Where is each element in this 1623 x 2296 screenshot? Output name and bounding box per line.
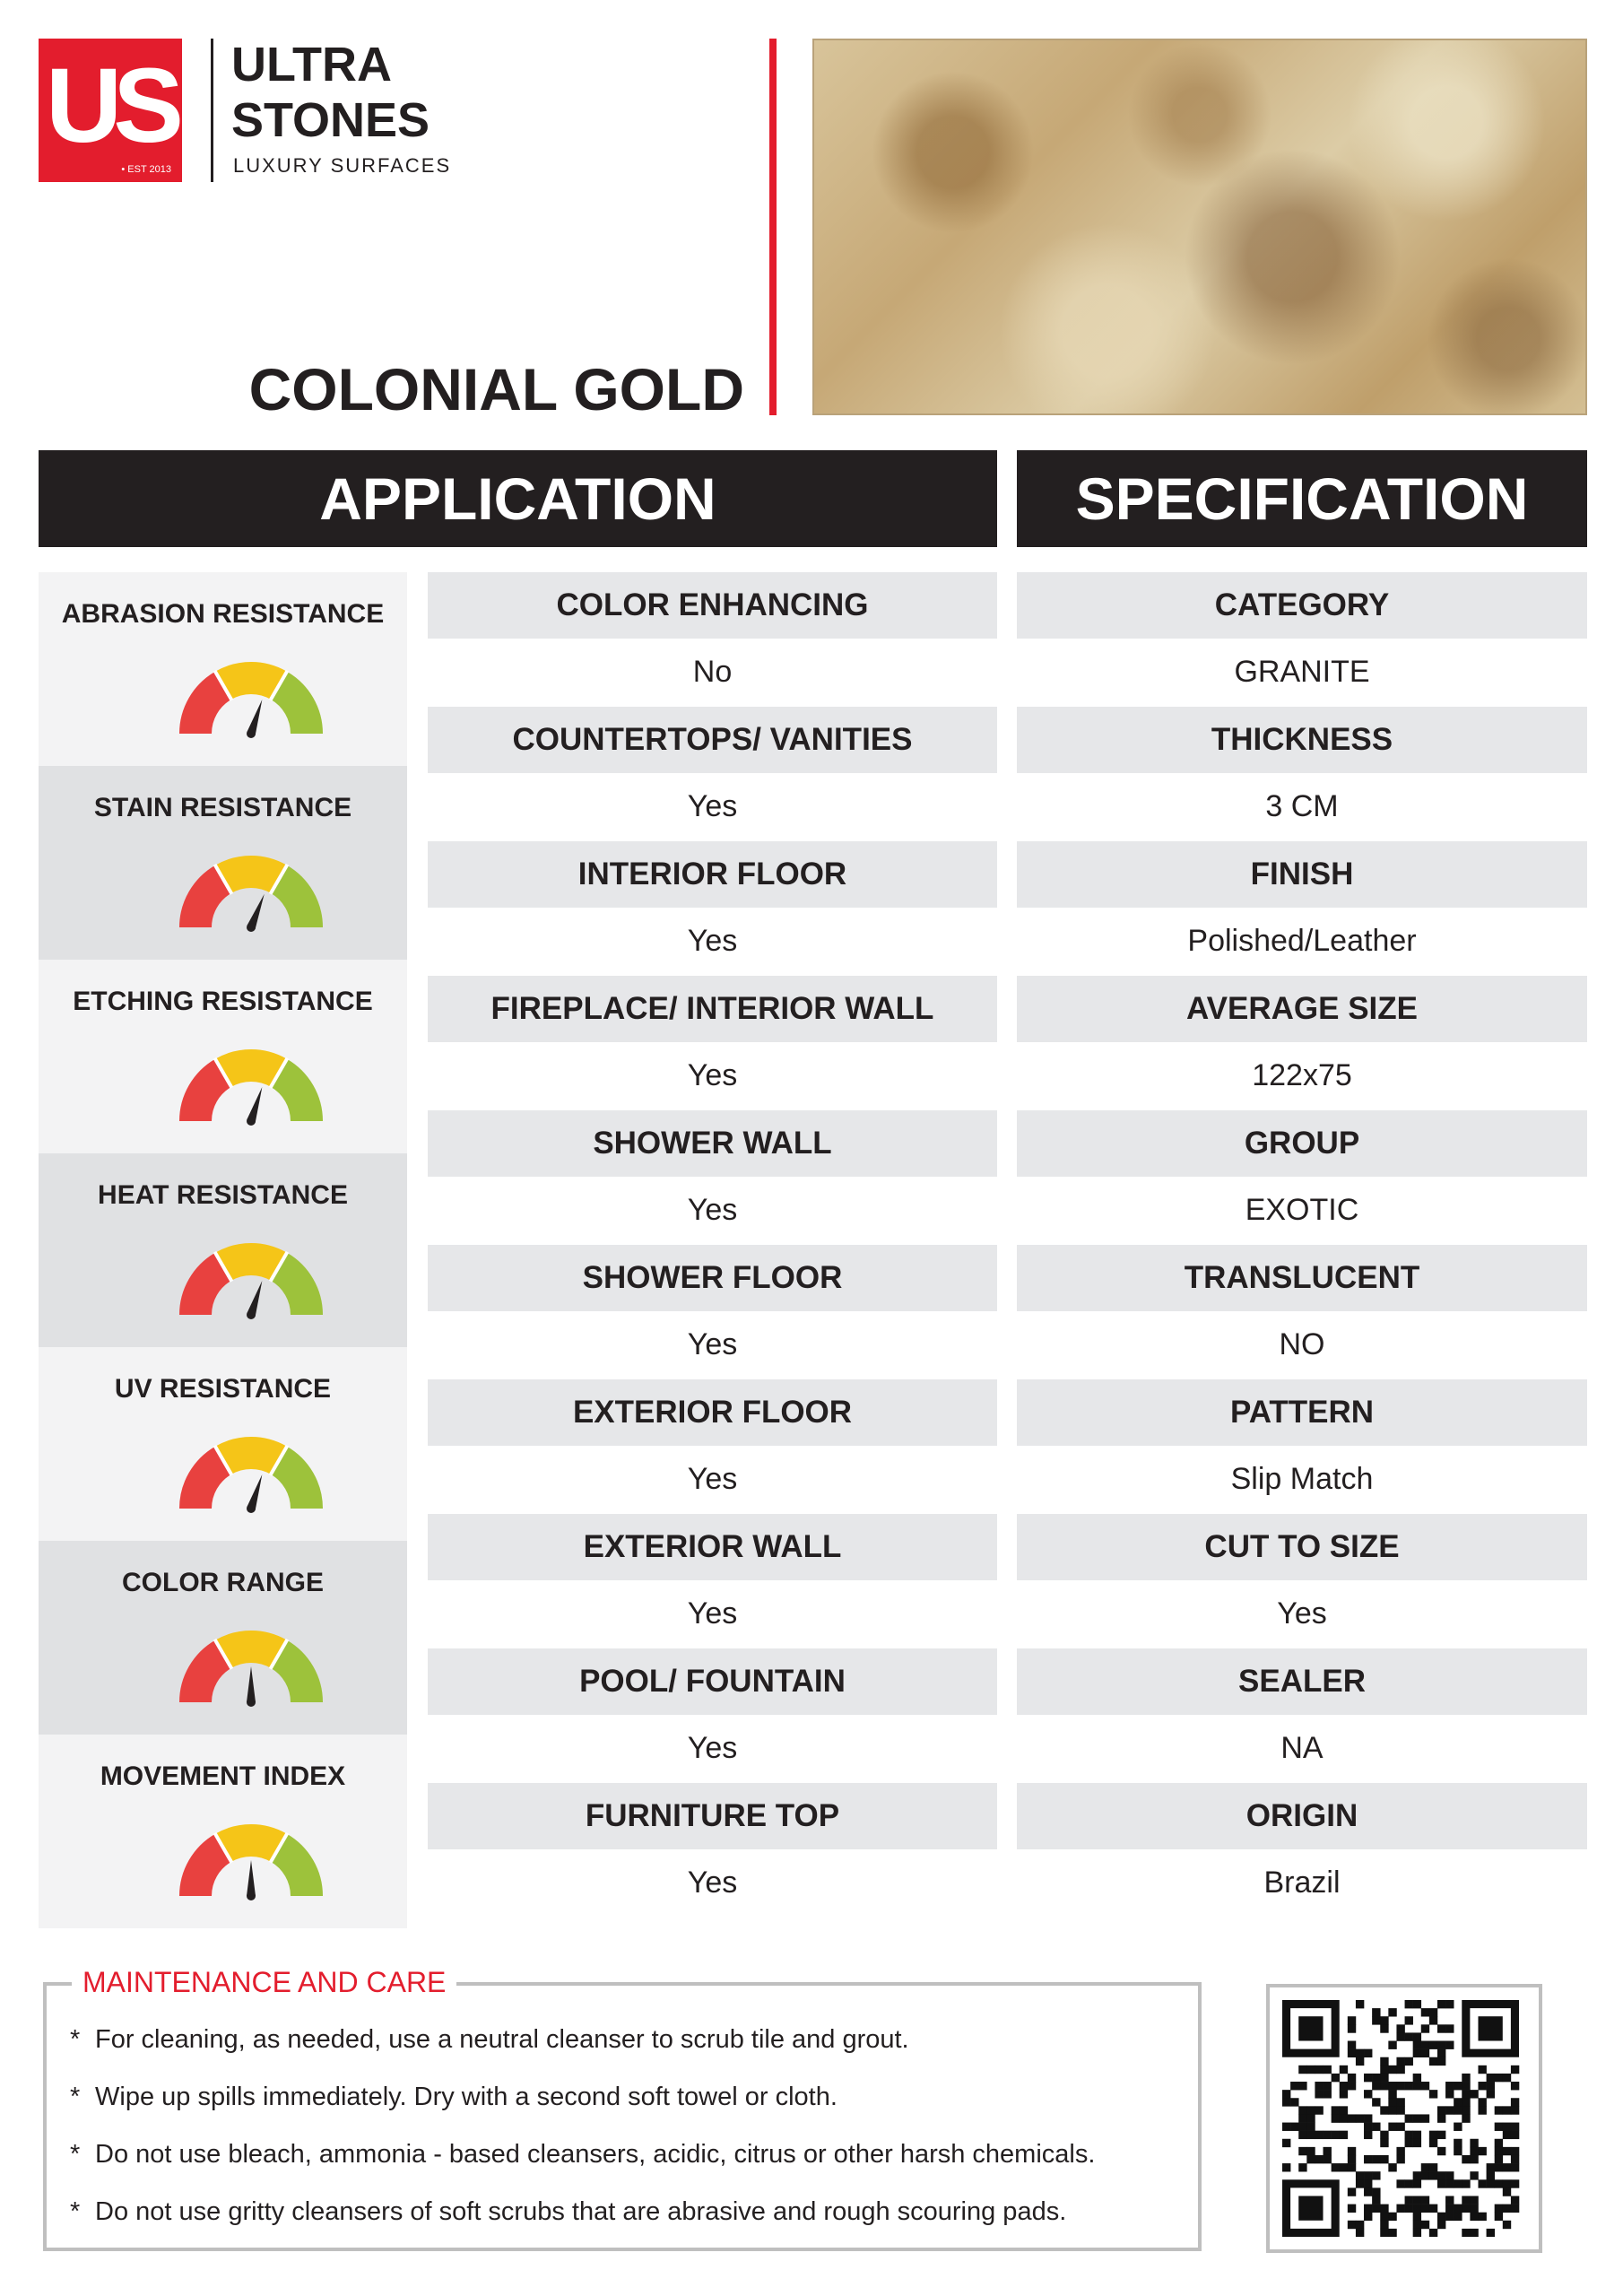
gauge-hub xyxy=(247,729,256,738)
spec-item-label: CUT TO SIZE xyxy=(1017,1514,1587,1580)
application-item-value: Yes xyxy=(428,1849,997,1916)
gauge-movement-index xyxy=(39,1735,407,1928)
application-item-label: FIREPLACE/ INTERIOR WALL xyxy=(428,976,997,1042)
gauge-green-segment xyxy=(279,1460,307,1509)
logo-divider xyxy=(211,39,213,182)
logo-text: US xyxy=(46,47,175,165)
gauge-red-segment xyxy=(195,1848,223,1896)
gauge-hub xyxy=(247,1310,256,1319)
spec-item-label: PATTERN xyxy=(1017,1379,1587,1446)
application-item-label: EXTERIOR FLOOR xyxy=(428,1379,997,1446)
gauge-label: COLOR RANGE xyxy=(122,1568,324,1597)
gauge-green-segment xyxy=(279,879,307,927)
product-name: COLONIAL GOLD xyxy=(248,356,744,422)
specification-header: SPECIFICATION xyxy=(1017,450,1587,547)
application-item-label: COLOR ENHANCING xyxy=(428,572,997,639)
maintenance-item xyxy=(70,2136,1095,2172)
qr-code-image xyxy=(1282,2000,1526,2237)
spec-item-value: NO xyxy=(1017,1311,1587,1378)
application-item-value: Yes xyxy=(428,1446,997,1512)
gauge-yellow-segment xyxy=(223,1453,279,1460)
logo-est: • EST 2013 xyxy=(121,164,171,175)
gauge-green-segment xyxy=(279,1073,307,1121)
spec-item-value: 122x75 xyxy=(1017,1042,1587,1109)
gauge-yellow-segment xyxy=(223,1259,279,1266)
gauge-meter-icon xyxy=(178,660,325,743)
gauge-abrasion-resistance xyxy=(39,572,407,766)
spec-item-label: THICKNESS xyxy=(1017,707,1587,773)
gauge-yellow-segment xyxy=(223,678,279,685)
maintenance-item xyxy=(70,2022,909,2057)
bullet-icon: * xyxy=(70,2025,81,2054)
spec-item-value: EXOTIC xyxy=(1017,1177,1587,1243)
maintenance-item-text: Do not use gritty cleansers of soft scrubs that are abrasive and rough scouring pads. xyxy=(95,2197,1067,2226)
maintenance-item xyxy=(70,2079,838,2115)
gauge-label: MOVEMENT INDEX xyxy=(100,1761,346,1791)
spec-item-label: SEALER xyxy=(1017,1648,1587,1715)
gauge-label: UV RESISTANCE xyxy=(114,1374,332,1404)
spec-item-value: GRANITE xyxy=(1017,639,1587,705)
application-item-label: SHOWER FLOOR xyxy=(428,1245,997,1311)
spec-item-value: Brazil xyxy=(1017,1849,1587,1916)
maintenance-item xyxy=(70,2194,1066,2230)
accent-bar xyxy=(769,39,777,415)
specification-table xyxy=(1017,572,1587,1918)
gauge-red-segment xyxy=(195,1654,223,1702)
application-item-value: Yes xyxy=(428,1042,997,1109)
brand-name-line2: STONES xyxy=(231,93,430,147)
gauge-needle xyxy=(247,1666,256,1702)
gauge-meter-icon xyxy=(178,1241,325,1324)
gauge-label: ETCHING RESISTANCE xyxy=(73,987,373,1016)
gauge-hub xyxy=(247,1504,256,1513)
application-item-label: FURNITURE TOP xyxy=(428,1783,997,1849)
gauge-meter-icon xyxy=(178,1822,325,1905)
gauge-heat-resistance xyxy=(39,1153,407,1347)
gauge-yellow-segment xyxy=(223,1840,279,1848)
maintenance-title: MAINTENANCE AND CARE xyxy=(72,1964,456,2000)
spec-item-value: Polished/Leather xyxy=(1017,908,1587,974)
gauge-label: HEAT RESISTANCE xyxy=(98,1180,348,1210)
gauge-green-segment xyxy=(279,1266,307,1315)
bullet-icon: * xyxy=(70,2197,81,2226)
brand-name-line1: ULTRA xyxy=(231,38,392,91)
application-item-value: Yes xyxy=(428,1580,997,1647)
gauge-color-range xyxy=(39,1541,407,1735)
spec-item-label: AVERAGE SIZE xyxy=(1017,976,1587,1042)
gauge-needle xyxy=(247,1860,256,1896)
spec-item-value: 3 CM xyxy=(1017,773,1587,839)
gauge-hub xyxy=(247,923,256,932)
application-item-label: COUNTERTOPS/ VANITIES xyxy=(428,707,997,773)
spec-item-label: GROUP xyxy=(1017,1110,1587,1177)
gauge-yellow-segment xyxy=(223,1647,279,1654)
application-item-value: No xyxy=(428,639,997,705)
spec-item-value: Slip Match xyxy=(1017,1446,1587,1512)
gauge-meter-icon xyxy=(178,1048,325,1130)
maintenance-item-text: Do not use bleach, ammonia - based cleansers, acidic, citrus or other harsh chemicals. xyxy=(95,2140,1096,2169)
gauge-uv-resistance xyxy=(39,1347,407,1541)
gauge-etching-resistance xyxy=(39,960,407,1153)
gauge-meter-icon xyxy=(178,1435,325,1518)
gauge-meter-icon xyxy=(178,854,325,936)
application-table xyxy=(428,572,997,1918)
gauge-hub xyxy=(247,1117,256,1126)
application-item-value: Yes xyxy=(428,908,997,974)
spec-item-label: FINISH xyxy=(1017,841,1587,908)
spec-item-value: NA xyxy=(1017,1715,1587,1781)
gauge-hub xyxy=(247,1892,256,1900)
logo-mark xyxy=(39,39,182,182)
application-item-label: SHOWER WALL xyxy=(428,1110,997,1177)
spec-item-label: CATEGORY xyxy=(1017,572,1587,639)
maintenance-item-text: Wipe up spills immediately. Dry with a second soft towel or cloth. xyxy=(95,2083,838,2111)
gauge-green-segment xyxy=(279,1848,307,1896)
gauge-green-segment xyxy=(279,1654,307,1702)
gauge-red-segment xyxy=(195,1460,223,1509)
application-item-value: Yes xyxy=(428,773,997,839)
maintenance-item-text: For cleaning, as needed, use a neutral cleanser to scrub tile and grout. xyxy=(95,2025,909,2054)
stone-sample-image xyxy=(812,39,1587,415)
gauge-label: STAIN RESISTANCE xyxy=(93,793,352,822)
gauge-red-segment xyxy=(195,685,223,734)
application-item-label: INTERIOR FLOOR xyxy=(428,841,997,908)
application-item-value: Yes xyxy=(428,1311,997,1378)
gauge-green-segment xyxy=(279,685,307,734)
application-item-value: Yes xyxy=(428,1715,997,1781)
gauge-yellow-segment xyxy=(223,872,279,879)
spec-item-label: TRANSLUCENT xyxy=(1017,1245,1587,1311)
bullet-icon: * xyxy=(70,2140,81,2169)
gauge-label: ABRASION RESISTANCE xyxy=(61,599,385,629)
gauge-hub xyxy=(247,1698,256,1707)
gauge-meter-icon xyxy=(178,1629,325,1711)
application-item-label: POOL/ FOUNTAIN xyxy=(428,1648,997,1715)
gauge-stain-resistance xyxy=(39,766,407,960)
gauge-yellow-segment xyxy=(223,1065,279,1073)
qr-code[interactable] xyxy=(1266,1984,1542,2253)
application-item-value: Yes xyxy=(428,1177,997,1243)
brand-tagline: LUXURY SURFACES xyxy=(233,154,452,177)
gauge-red-segment xyxy=(195,1073,223,1121)
bullet-icon: * xyxy=(70,2083,81,2111)
application-item-label: EXTERIOR WALL xyxy=(428,1514,997,1580)
application-header: APPLICATION xyxy=(39,450,997,547)
spec-item-value: Yes xyxy=(1017,1580,1587,1647)
gauge-red-segment xyxy=(195,1266,223,1315)
spec-item-label: ORIGIN xyxy=(1017,1783,1587,1849)
gauge-red-segment xyxy=(195,879,223,927)
